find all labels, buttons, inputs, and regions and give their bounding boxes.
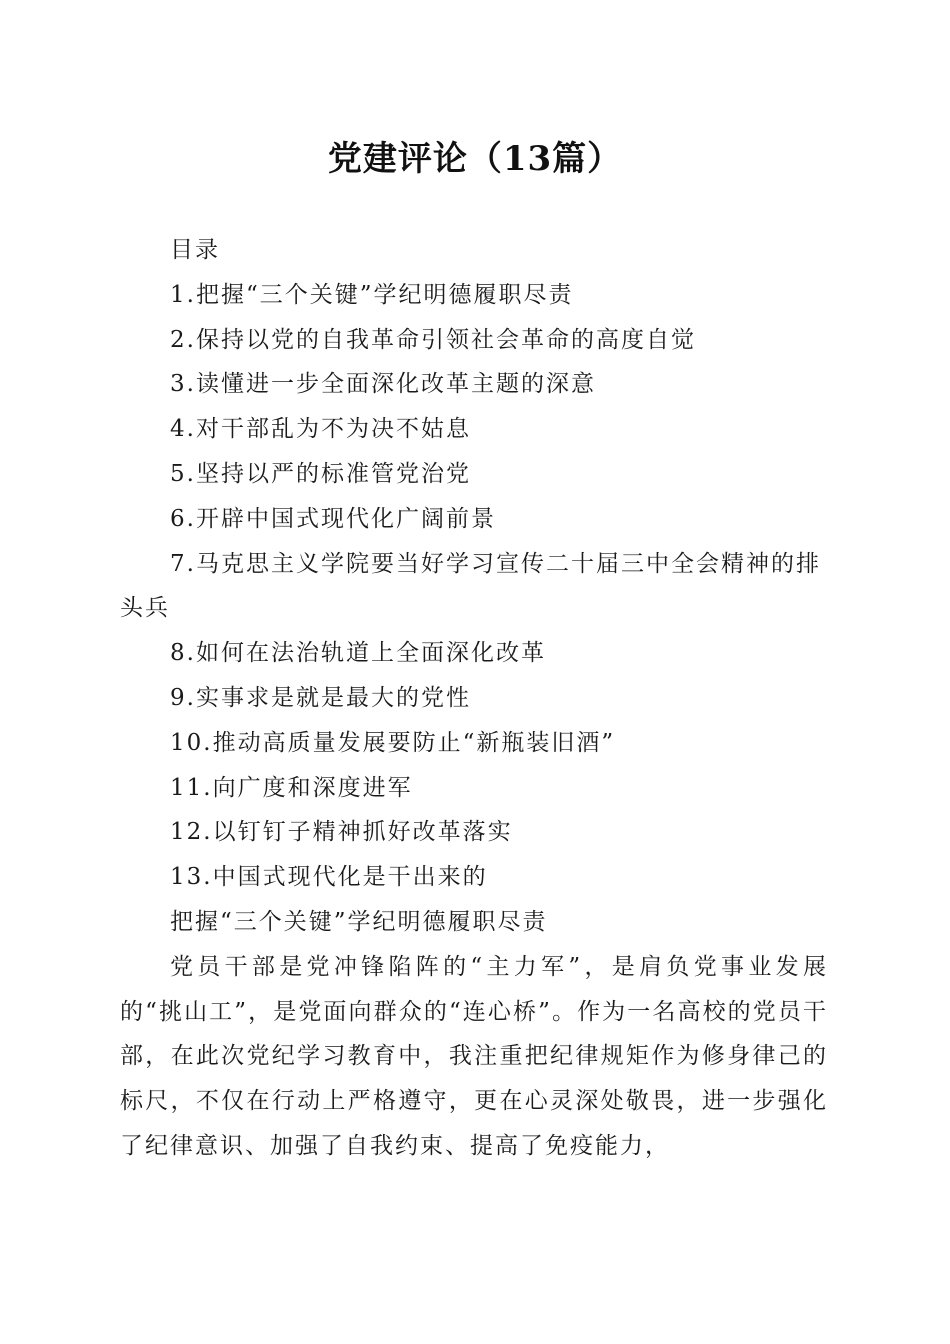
toc-item-6: 6.开辟中国式现代化广阔前景 — [170, 505, 496, 532]
toc-item-9: 9.实事求是就是最大的党性 — [170, 684, 471, 711]
toc-item-13: 13.中国式现代化是干出来的 — [170, 864, 488, 891]
toc-list — [120, 273, 828, 900]
toc-item-12: 12.以钉钉子精神抓好改革落实 — [170, 819, 513, 846]
toc-item-4: 4.对干部乱为不为决不姑息 — [170, 416, 471, 443]
toc-item-3: 3.读懂进一步全面深化改革主题的深意 — [170, 371, 596, 398]
toc-item-1: 1.把握“三个关键”学纪明德履职尽责 — [170, 281, 574, 308]
toc-item-7: 7.马克思主义学院要当好学习宣传二十届三中全会精神的排头兵 — [120, 550, 821, 622]
document-body — [120, 228, 828, 1169]
document-title: 党建评论（13篇） — [327, 139, 623, 179]
toc-item-11: 11.向广度和深度进军 — [170, 774, 413, 801]
section-paragraph: 党员干部是党冲锋陷阵的“主力军”，是肩负党事业发展的“挑山工”，是党面向群众的“连心桥”。作为一名高校的党员干部，在此次党纪学习教育中，我注重把纪律规矩作为修身律己的标尺，不仅在行动上严格遵守，更在心灵深处敬畏，进一步强化了纪律意识、加强了自我约束、提高了免疫能力， — [120, 953, 828, 1159]
toc-heading: 目录 — [170, 237, 220, 263]
section-heading: 把握“三个关键”学纪明德履职尽责 — [170, 908, 548, 935]
toc-item-10: 10.推动高质量发展要防止“新瓶装旧酒” — [170, 729, 616, 756]
toc-item-8: 8.如何在法治轨道上全面深化改革 — [170, 640, 546, 667]
toc-item-2: 2.保持以党的自我革命引领社会革命的高度自觉 — [170, 326, 696, 353]
toc-item-5: 5.坚持以严的标准管党治党 — [170, 460, 471, 487]
